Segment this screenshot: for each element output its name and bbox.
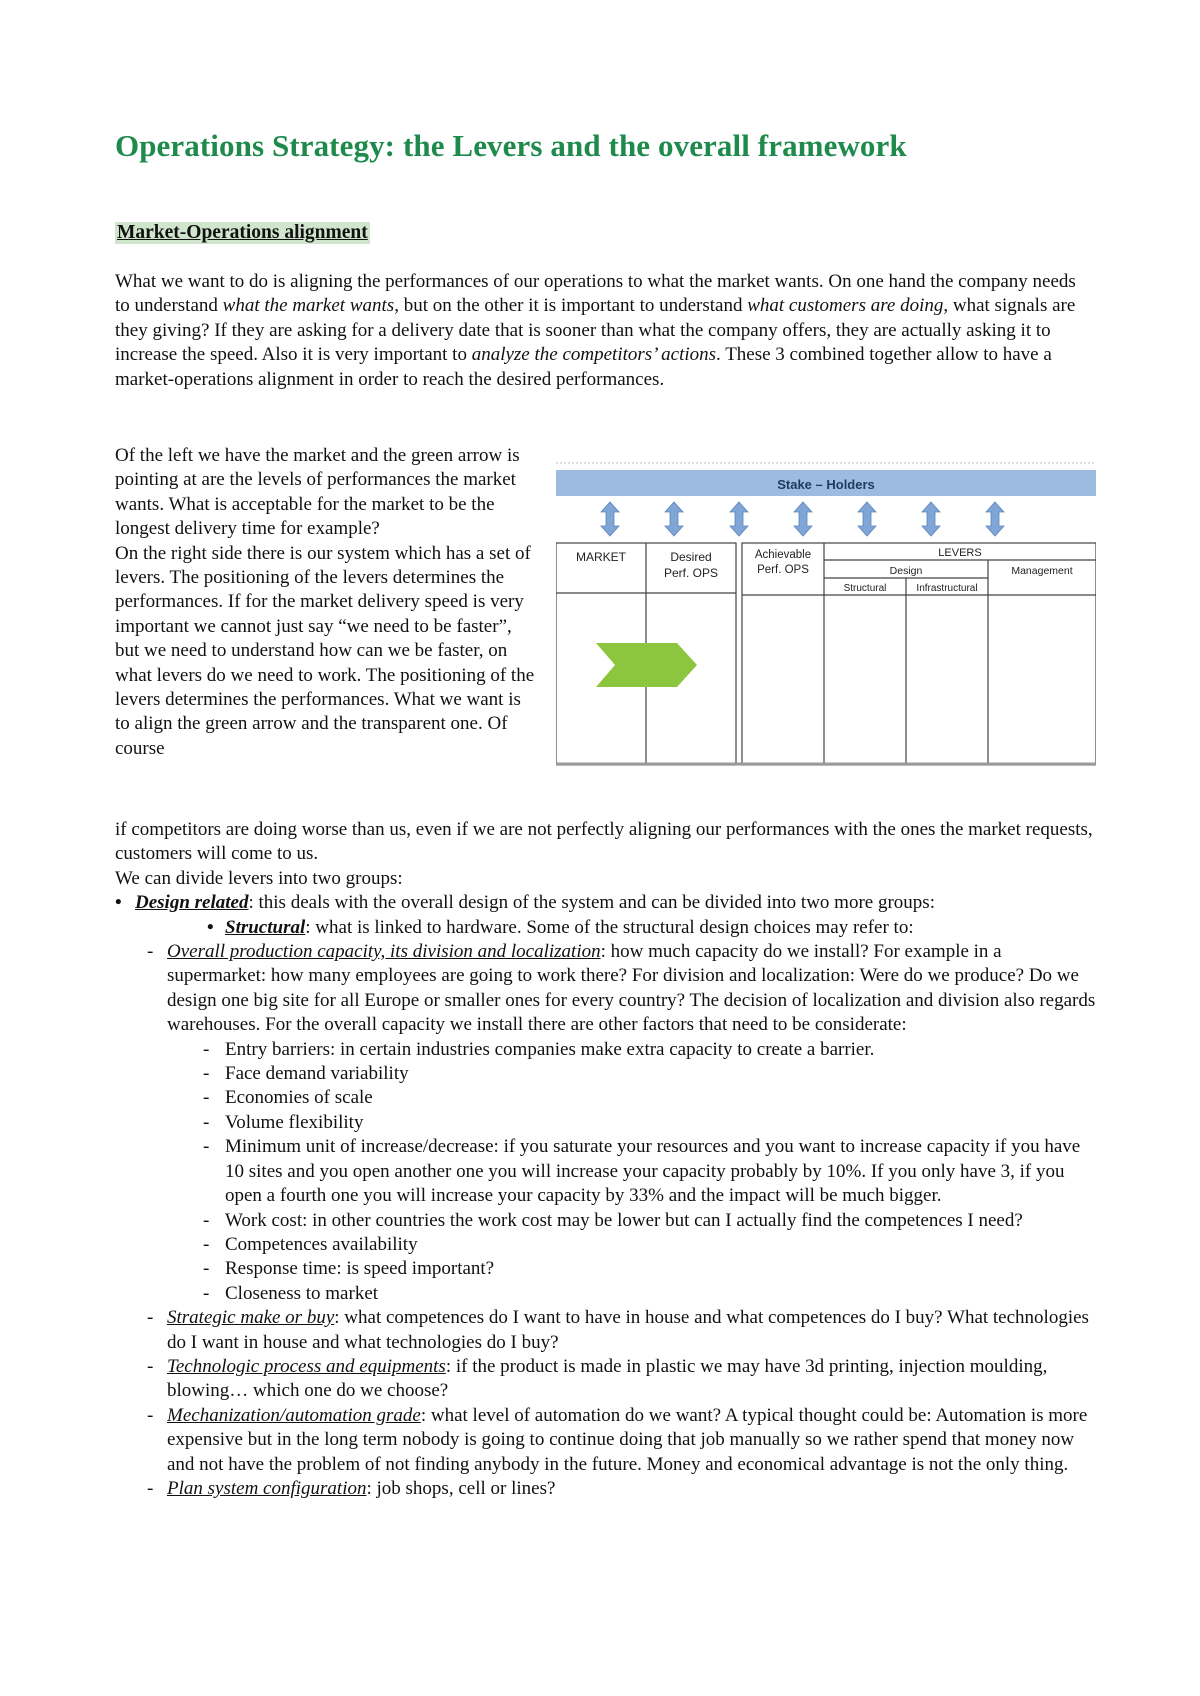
intro-emphasis-1: what the market wants (222, 295, 395, 317)
list-item-capacity (147, 940, 1100, 1306)
updown-arrow-icon (986, 502, 1004, 536)
updown-arrow-icon (665, 502, 683, 536)
dash-marker: - (203, 1087, 210, 1109)
structural-label: Structural (843, 583, 887, 594)
left-paragraph-2: On the right side there is our system which has a set of levers. The positioning of the levers determines the performances. If for the market delivery speed is very important we cannot just say “we need to be faster”, but we need to understand how can we be faster, on what levers do we need to work. The positioning of the levers determines the performances. What we want is to align the green arrow and the transparent one. Of course (115, 542, 535, 759)
achievable-label-2: Perf. OPS (757, 564, 809, 576)
structural-choice-label: Technologic process and equipments (167, 1355, 446, 1377)
page-title: Operations Strategy: the Levers and the overall framework (115, 128, 907, 163)
capacity-factor-item (203, 1233, 1100, 1257)
dash-marker: - (147, 941, 154, 963)
dash-marker: - (203, 1063, 210, 1085)
design-related-label: Design related (135, 892, 249, 914)
capacity-factor-item (203, 1209, 1100, 1233)
bullet-marker: • (115, 892, 122, 914)
structural-choice-item (147, 1477, 1100, 1501)
continuation-paragraph: if competitors are doing worse than us, even if we are not perfectly aligning our performances with the ones the market requests, customers will come to us. (115, 819, 1093, 865)
green-arrow-icon (596, 643, 697, 687)
dash-marker: - (203, 1111, 210, 1133)
capacity-factor-text: Minimum unit of increase/decrease: if you saturate your resources and you want to increase capacity if you have 10 sites and you open another one you will increase your capacity probably by 10%. If you only have 3, if you open a fourth one you will increase your capacity by 33% and the impact will be much bigger. (225, 1136, 1081, 1207)
updown-arrow-icon (730, 502, 748, 536)
updown-arrow-icon (794, 502, 812, 536)
capacity-factor-text: Work cost: in other countries the work cost may be lower but can I actually find the competences I need? (225, 1209, 1023, 1231)
design-related-text: : this deals with the overall design of the system and can be divided into two more groups: (248, 892, 935, 914)
left-column-text (115, 444, 535, 761)
levers-label: LEVERS (938, 547, 982, 559)
structural-choices-list (135, 940, 1100, 1306)
capacity-factor-text: Face demand variability (225, 1063, 409, 1085)
list-item-design-related (115, 891, 1100, 1501)
section-heading: Market-Operations alignment (117, 222, 368, 243)
dash-marker: - (147, 1477, 154, 1499)
dash-marker: - (203, 1258, 210, 1280)
lever-groups-list (115, 891, 1100, 1501)
dash-marker: - (203, 1209, 210, 1231)
intro-text-2: , but on the other it is important to understand (394, 295, 748, 317)
capacity-factor-text: Economies of scale (225, 1087, 373, 1109)
framework-diagram-svg (556, 460, 1096, 766)
design-subgroups-list (135, 916, 1100, 1502)
capacity-label: Overall production capacity, its division and localization (167, 941, 601, 963)
updown-arrows (601, 502, 1004, 536)
dash-marker: - (147, 1307, 154, 1329)
intro-emphasis-2: what customers are doing (747, 295, 944, 317)
capacity-factor-text: Volume flexibility (225, 1111, 364, 1133)
capacity-factor-item (203, 1135, 1100, 1208)
capacity-factor-item (203, 1257, 1100, 1281)
structural-choice-item (147, 1355, 1100, 1404)
infrastructural-label: Infrastructural (916, 583, 978, 594)
groups-intro: We can divide levers into two groups: (115, 867, 403, 889)
structural-choice-item (147, 1306, 1100, 1355)
framework-diagram (556, 460, 1096, 766)
capacity-factor-item (203, 1038, 1100, 1062)
intro-paragraph (115, 270, 1095, 392)
desired-label-1: Desired (670, 550, 712, 564)
structural-text: : what is linked to hardware. Some of the structural design choices may refer to: (305, 916, 914, 938)
structural-label: Structural (225, 916, 306, 938)
dash-marker: - (203, 1038, 210, 1060)
dash-marker: - (203, 1282, 210, 1304)
dash-marker: - (203, 1136, 210, 1158)
market-label: MARKET (575, 550, 627, 564)
bullet-marker: • (207, 916, 214, 938)
structural-choice-text: : job shops, cell or lines? (366, 1477, 556, 1499)
updown-arrow-icon (922, 502, 940, 536)
capacity-factor-item (203, 1086, 1100, 1110)
intro-text-4: . These 3 combined together allow to have a market-operations alignment in order to reach the desired performances. (115, 344, 1052, 390)
capacity-factor-item (203, 1062, 1100, 1086)
achievable-label-1: Achievable (754, 549, 812, 561)
updown-arrow-icon (858, 502, 876, 536)
dash-marker: - (147, 1355, 154, 1377)
intro-emphasis-3: analyze the competitors’ actions (471, 344, 717, 366)
capacity-factor-text: Closeness to market (225, 1282, 379, 1304)
structural-choice-text: : if the product is made in plastic we may have 3d printing, injection moulding, blowing… which one do we choose? (167, 1355, 1048, 1402)
intro-text-1: What we want to do is aligning the performances of our operations to what the market wants. On one hand the company needs to understand (115, 271, 1076, 317)
capacity-factor-text: Entry barriers: in certain industries companies make extra capacity to create a barrier. (225, 1038, 875, 1060)
design-label: Design (889, 565, 923, 577)
structural-choice-item (147, 1404, 1100, 1477)
structural-choice-label: Strategic make or buy (167, 1307, 335, 1329)
capacity-text: : how much capacity do we install? For example in a supermarket: how many employees are going to work there? For division and localization: Were do we produce? Do we design one big site for all Europe or smaller ones for every country? The decision of localization and division also regards warehouses. For the overall capacity we install there are other factors that need to be considerate: (167, 941, 1096, 1036)
structural-choice-label: Mechanization/automation grade (167, 1404, 421, 1426)
left-paragraph-1: Of the left we have the market and the green arrow is pointing at are the levels of performances the market wants. What is acceptable for the market to be the longest delivery time for example? (115, 445, 520, 540)
dash-marker: - (147, 1404, 154, 1426)
capacity-factors-list (167, 1038, 1100, 1306)
capacity-factor-item (203, 1111, 1100, 1135)
stakeholders-banner-label: Stake – Holders (777, 477, 875, 492)
capacity-factor-text: Response time: is speed important? (225, 1258, 495, 1280)
continuation-text (115, 818, 1100, 1501)
dash-marker: - (203, 1233, 210, 1255)
desired-label-2: Perf. OPS (663, 566, 719, 580)
structural-choice-text: : what level of automation do we want? A typical thought could be: Automation is more expensive but in the long term nobody is going to continue doing that job manually so we rather spend that money now and not have the problem of not finding anybody in the future. Money and economical advantage is not the only thing. (167, 1404, 1088, 1475)
intro-text-3: , what signals are they giving? If they are asking for a delivery date that is sooner than what the company offers, they are actually asking it to increase the speed. Also it is very important to (115, 295, 1076, 366)
other-structural-items-list (135, 1306, 1100, 1501)
structural-choice-text: : what competences do I want to have in house and what competences do I buy? What technologies do I want in house and what technologies do I buy? (167, 1307, 1089, 1353)
capacity-factor-item (203, 1282, 1100, 1306)
updown-arrow-icon (601, 502, 619, 536)
management-label: Management (1011, 565, 1073, 577)
list-item-structural (147, 916, 1100, 1502)
structural-choice-label: Plan system configuration (167, 1477, 367, 1499)
capacity-factor-text: Competences availability (225, 1233, 418, 1255)
